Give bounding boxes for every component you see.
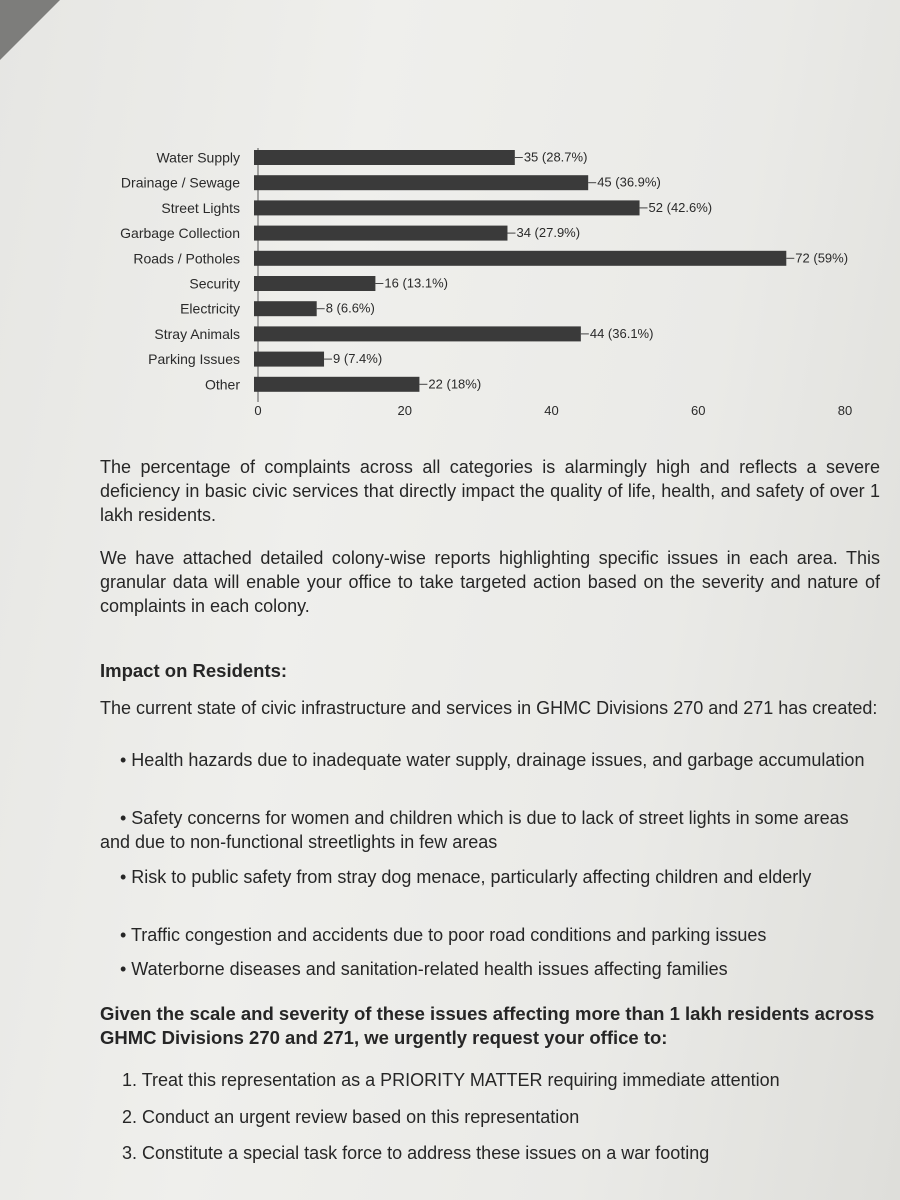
value-label: 16 (13.1%) [384,275,448,291]
value-label: 72 (59%) [795,250,849,266]
x-tick-label: 60 [691,403,706,418]
bar [254,175,588,190]
category-label: Parking Issues [148,351,240,368]
x-tick-label: 20 [397,403,412,418]
paragraph-colony-reports: We have attached detailed colony-wise reports highlighting specific issues in each area. This granular data will enable your office to take targeted action based on the severity and nature of complaints in each colony. [100,548,880,616]
category-label: Street Lights [161,199,240,216]
bar [254,276,375,291]
request-heading: Given the scale and severity of these issues affecting more than 1 lakh residents across GHMC Divisions 270 and 271, we urgently request your office to: [100,1003,875,1048]
category-label: Roads / Potholes [133,250,240,267]
complaints-bar-chart [0,130,900,430]
impact-bullet: • Traffic congestion and accidents due to poor road conditions and parking issues [120,925,767,945]
category-label: Security [189,275,240,292]
bar [254,352,324,367]
x-tick-label: 0 [254,403,262,418]
impact-heading: Impact on Residents: [100,660,288,681]
bar [254,251,786,266]
page-corner-shadow [0,0,60,60]
impact-bullet: • Waterborne diseases and sanitation-related health issues affecting families [120,959,728,979]
bar [254,326,581,341]
impact-bullet: • Safety concerns for women and children which is due to lack of street lights in some areas and due to non-functional streetlights in few areas [100,808,849,852]
value-label: 9 (7.4%) [333,351,383,367]
bar [254,301,317,316]
category-label: Drainage / Sewage [120,174,240,191]
x-tick-label: 40 [544,403,559,418]
bar [254,150,515,165]
category-label: Water Supply [156,149,240,166]
value-label: 34 (27.9%) [516,225,581,241]
category-label: Electricity [180,300,240,317]
category-label: Stray Animals [154,325,240,342]
value-label: 8 (6.6%) [325,300,375,316]
bar [254,226,507,241]
bar [254,200,640,215]
paragraph-complaints-summary: The percentage of complaints across all categories is alarmingly high and reflects a severe deficiency in basic civic services that directly impact the quality of life, health, and safety of over 1 lakh residents. [100,457,880,525]
request-item: 2. Conduct an urgent review based on this representation [122,1107,580,1127]
value-label: 22 (18%) [428,376,482,392]
value-label: 45 (36.9%) [597,174,661,190]
value-label: 52 (42.6%) [648,199,713,215]
category-label: Garbage Collection [120,225,240,242]
impact-bullet: • Health hazards due to inadequate water supply, drainage issues, and garbage accumulation [120,750,865,770]
request-item: 1. Treat this representation as a PRIORITY MATTER requiring immediate attention [122,1070,780,1090]
bar [254,377,419,392]
x-tick-label: 80 [837,403,853,418]
impact-intro: The current state of civic infrastructure and services in GHMC Divisions 270 and 271 has created: [100,698,878,718]
impact-bullet: • Risk to public safety from stray dog menace, particularly affecting children and elderly [120,867,812,887]
request-item: 3. Constitute a special task force to address these issues on a war footing [122,1143,710,1163]
value-label: 44 (36.1%) [589,325,654,341]
category-label: Other [204,376,240,393]
value-label: 35 (28.7%) [523,149,588,165]
